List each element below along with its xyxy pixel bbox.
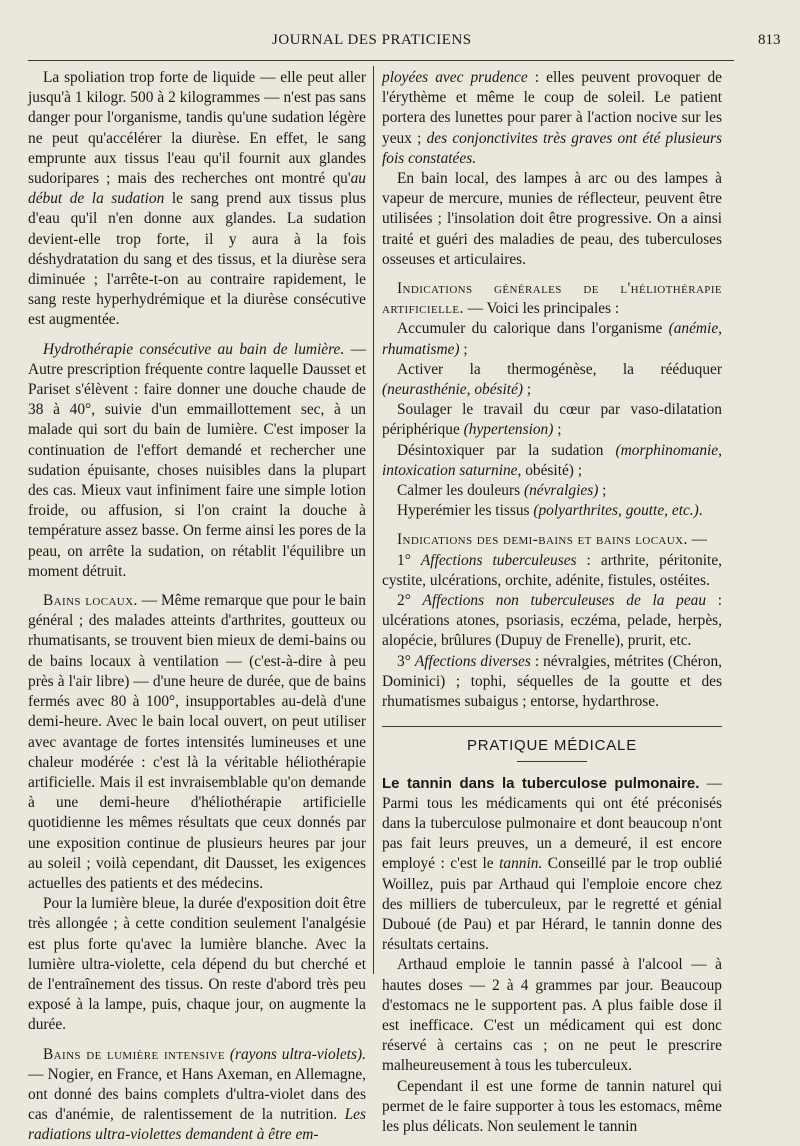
section-title: PRATIQUE MÉDICALE <box>466 737 638 755</box>
journal-title: JOURNAL DES PRATICIENS <box>272 32 472 48</box>
paragraph-forme-tannin: Cependant il est une forme de tannin naturel qui permet de le faire supporter à tous les estomacs, même les plus délicats. Non seulement le tannin <box>382 1077 722 1135</box>
section-header <box>382 726 722 761</box>
list-item: Désintoxiquer par la sudation (morphinomanie, intoxication saturnine, obésité) ; <box>382 441 722 479</box>
left-column <box>28 68 366 1146</box>
paragraph-bain-local: En bain local, des lampes à arc ou des lampes à vapeur de mercure, munies de réflecteur, peuvent être utilisées ; l'insolation doit être progressive. On a ainsi traité et guéri des maladies de peau, des tuberculoses osseuses et articulaires. <box>382 170 722 268</box>
list-item: Hyperémier les tissus (polyarthrites, goutte, etc.). <box>397 502 703 520</box>
paragraph-indications-bains-locaux: Indications des demi-bains et bains locaux. — <box>397 531 707 549</box>
article-title: Le tannin dans la tuberculose pulmonaire. <box>382 774 700 792</box>
paragraph-prudence: ployées avec prudence : elles peuvent provoquer de l'érythème et même le coup de soleil. Le patient portera des lunettes pour parer à l'action nocive sur les yeux ; des conjonctivites très graves ont été plusieurs fois constatées. <box>382 69 722 167</box>
list-item: Calmer les douleurs (névralgies) ; <box>397 482 607 500</box>
list-item: 1° Affections tuberculeuses : arthrite, péritonite, cystite, ulcérations, orchite, adénite, fistules, ostéites. <box>382 551 722 589</box>
section-top-rule <box>382 726 722 727</box>
list-item: Accumuler du calorique dans l'organisme (anémie, rhumatisme) ; <box>382 320 722 358</box>
subheading-indications-generales: Indications générales de l'héliothérapie artificielle. <box>382 280 722 318</box>
list-item: Activer la thermogénèse, la rééduquer (neurasthénie, obésité) ; <box>382 360 722 399</box>
page-number: 813 <box>758 32 781 48</box>
subheading-hydrotherapie: Hydrothérapie consécutive au bain de lumière. <box>43 340 345 358</box>
paragraph-arthaud: Arthaud emploie le tannin passé à l'alcool — à hautes doses — 2 à 4 grammes par jour. Beaucoup d'estomacs ne le supportent pas. A plus faible dose il est inefficace. C'est un médicament qui est donc réservé à certains cas ; on ne peut le prescrire malheureusement à tous les tuberculeux. <box>382 956 722 1075</box>
paragraph-hydrotherapie: Hydrothérapie consécutive au bain de lumière. — Autre prescription fréquente contre laquelle Dausset et Pariset s'élèvent : faire donner une douche chaude de 38 à 40°, suivie d'un emmaillottement sec, à un malade qui sort du bain de lumière. C'est imposer la continuation de l'effort demandé et rechercher une sudation épuisante, choses nuisibles dans la plupart des cas. Mieux vaut infiniment faire une simple lotion froide, ou affusion, si l'on craint la douche à température assez basse. On ferme ainsi les pores de la peau, on arrête la sudation, on rétablit l'équilibre un moment détruit. <box>28 340 366 580</box>
header-rule <box>28 60 734 61</box>
running-head <box>0 30 800 54</box>
list-item: Soulager le travail du cœur par vaso-dilatation périphérique (hypertension) ; <box>382 401 722 439</box>
paragraph-spoliation: La spoliation trop forte de liquide — elle peut aller jusqu'à 1 kilogr. 500 à 2 kilogrammes — n'est pas sans danger pour l'organisme, tandis qu'une sudation légère ne peut qu'accélérer la diurèse. En effet, le sang emprunte aux tissus l'eau qu'il fournit aux glandes sudoripares ; mais des recherches ont montré qu'au début de la sudation le sang prend aux tissus plus d'eau qu'il n'en donne aux glandes. La sudation devient-elle trop forte, il y aura à la fois déshydratation du sang et des tissus, et la diurèse sera diminuée ; l'arrête-t-on au contraire rapidement, le sang reste hyperhydrémique et la diurèse consécutive est augmentée. <box>28 69 366 329</box>
paragraph-bains-lumiere-intensive: Bains de lumière intensive (rayons ultra-violets). — Nogier, en France, et Hans Axeman, en Allemagne, ont donné des bains complets d'ultra-violet dans des cas d'anémie, de ralentissement de la nutrition. Les radiations ultra-violettes demandent à être em- <box>28 1045 366 1144</box>
subheading-indications-bains: Indications des demi-bains et bains locaux. <box>397 531 688 549</box>
subheading-bains-lumiere: Bains de lumière intensive <box>43 1045 225 1063</box>
list-item: 3° Affections diverses : névralgies, métrites (Chéron, Dominici) ; tophi, séquelles de la goutte et des rhumatismes subaigus ; entorse, hydarthrose. <box>382 652 722 711</box>
paragraph-tannin-intro: Le tannin dans la tuberculose pulmonaire. — Parmi tous les médicaments qui ont été préconisés dans la tuberculose pulmonaire et dont beaucoup n'ont pas fait leurs preuves, un a demeuré, il est encore employé : c'est le tannin. Conseillé par le trop oublié Woillez, puis par Arthaud qui l'emploie encore chez des milliers de tuberculeux, par le regretté et génial Duboué (de Pau) et par Hérard, le tannin donne des résultats certains. <box>382 774 722 954</box>
list-item: 2° Affections non tuberculeuses de la peau : ulcérations atones, psoriasis, eczéma, pelade, herpès, alopécie, brûlures (Dupuy de Frenelle), prurit, etc. <box>382 592 723 650</box>
section-underline <box>517 761 587 762</box>
paragraph-bains-locaux: Bains locaux. — Même remarque que pour le bain général ; des malades atteints d'arthrites, goutteux ou rhumatisants, se trouvent bien mieux de demi-bains ou de bains locaux à ventilation — (c'est-à-dire à peu près à l'air libre) — d'une heure de durée, que de bains fermés avec 80 à 100°, insupportables au-delà d'une demi-heure. Avec le bain local ouvert, on peut utiliser avec avantage de fortes intensités lumineuses et une chaleur modérée : c'est là la véritable héliothérapie artificielle. Mais il est invraisemblable qu'on demande à une demi-heure d'héliothérapie artificielle quotidienne les mêmes résultats que ceux donnés par une exposition continue de plusieurs heures par jour au soleil ; voilà cependant, dit Dausset, les exigences actuelles des patients et des médecins. <box>28 592 366 892</box>
column-divider <box>373 66 374 974</box>
right-column <box>382 68 722 1137</box>
subheading-bains-locaux: Bains locaux. <box>43 592 138 610</box>
paragraph-indications-generales: Indications générales de l'héliothérapie artificielle. — Voici les principales : <box>382 280 722 318</box>
paragraph-lumiere-bleue: Pour la lumière bleue, la durée d'exposition doit être très allongée ; à cette condition seulement l'analgésie est plus forte qu'avec la lumière blanche. Avec la lumière ultra-violette, cela dépend du but cherché et de l'entraînement des tissus. On reste d'abord très peu exposé à la lampe, puis, chaque jour, on augmente la durée. <box>28 895 366 1034</box>
